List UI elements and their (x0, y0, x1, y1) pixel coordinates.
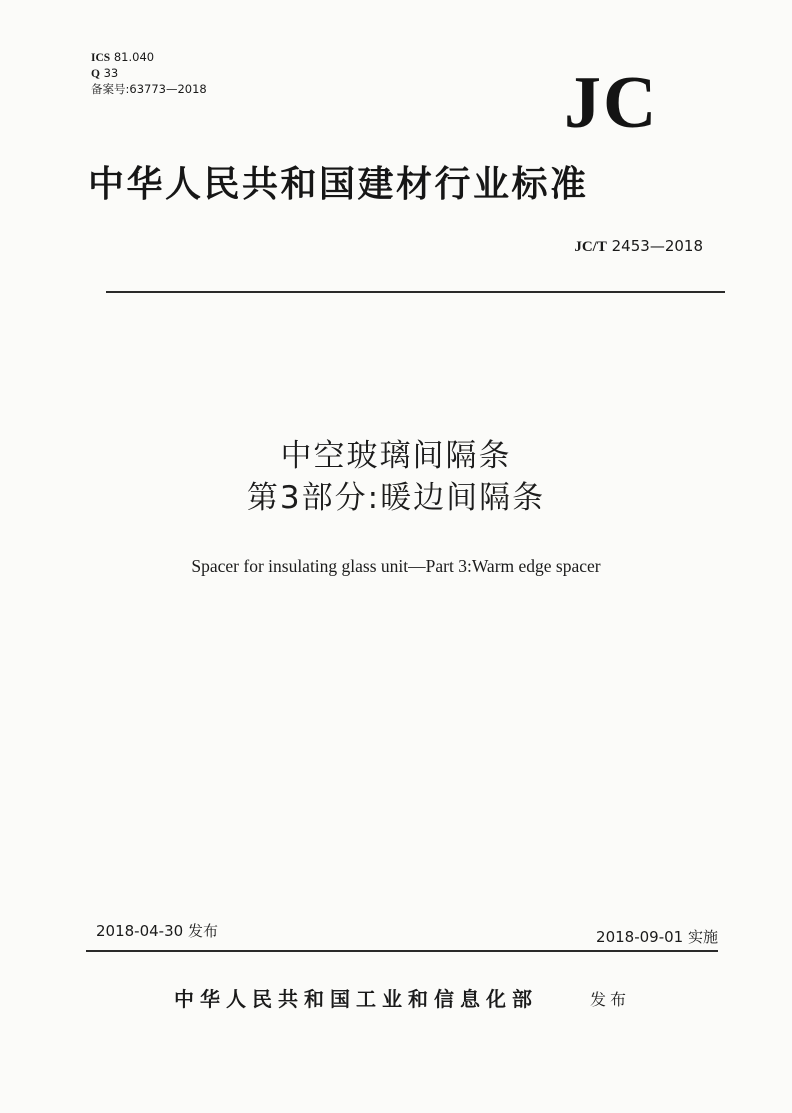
ics-value: 81.040 (113, 50, 155, 64)
standard-category-title: 中华人民共和国建材行业标准 (88, 163, 589, 205)
ccs-classification (91, 65, 118, 82)
jc-logo: JC (564, 62, 659, 144)
document-title-line2: 第3部分:暖边间隔条 (246, 480, 546, 516)
document-title-line1: 中空玻璃间隔条 (280, 438, 512, 474)
ccs-value: 33 (103, 66, 119, 80)
ics-classification (91, 49, 154, 66)
registration-number: 备案号:63773—2018 (91, 82, 207, 96)
issue-date: 2018-04-30 发布 (96, 922, 218, 940)
bottom-divider (86, 950, 718, 952)
document-title-english: Spacer for insulating glass unit—Part 3:Warm edge spacer (191, 556, 601, 576)
standard-code-prefix: JC/T (574, 239, 607, 255)
standard-code-number: 2453—2018 (611, 237, 703, 255)
ics-label: ICS (91, 52, 111, 64)
implementation-date: 2018-09-01 实施 (596, 928, 718, 946)
top-divider (106, 291, 725, 293)
ccs-label: Q (91, 68, 100, 80)
standard-code (574, 236, 703, 257)
publish-label: 发布 (590, 990, 631, 1009)
publisher-name: 中华人民共和国工业和信息化部 (174, 987, 538, 1011)
